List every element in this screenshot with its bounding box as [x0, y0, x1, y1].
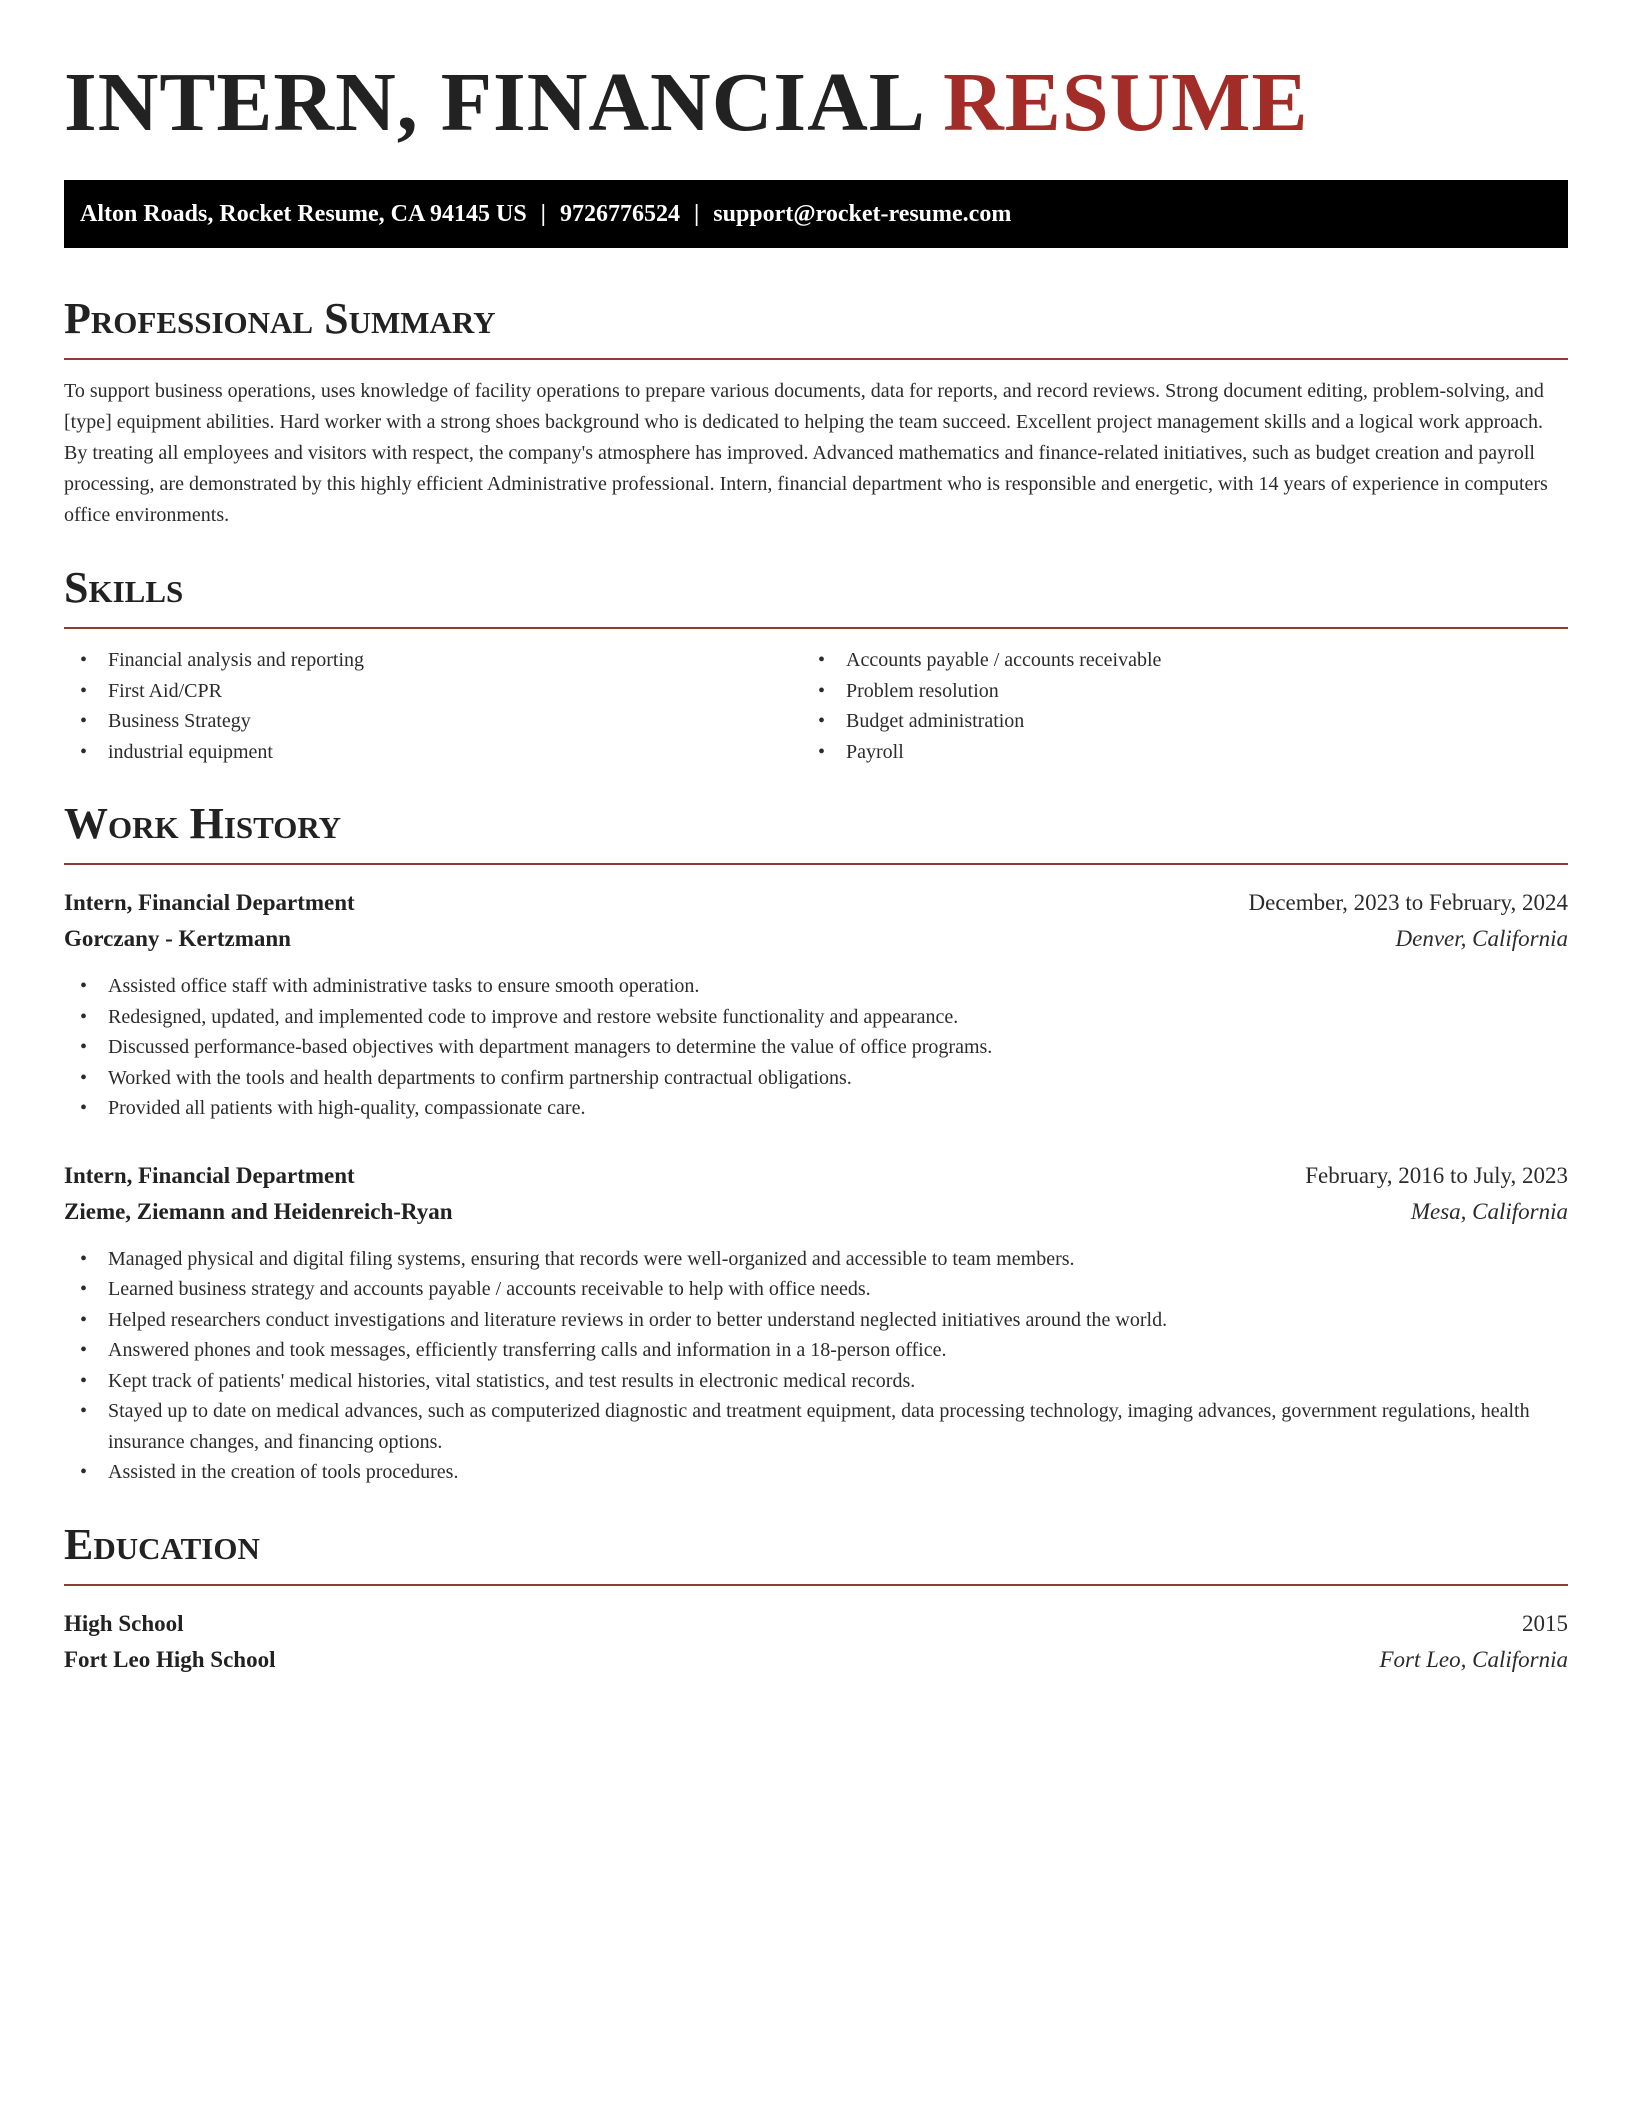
skills-grid: [64, 645, 1568, 767]
skill-item: • Budget administration: [816, 706, 1568, 737]
contact-separator: |: [540, 201, 546, 227]
education-section: [64, 1518, 1568, 1678]
work-history-section: [64, 797, 1568, 1488]
education-entry: [64, 1606, 1568, 1678]
skill-item: • First Aid/CPR: [64, 676, 816, 707]
contact-phone: 9726776524: [559, 201, 680, 227]
job-bullet: • Kept track of patients' medical histories, vital statistics, and test results in electronic medical records.: [64, 1366, 1568, 1397]
job-bullet-list: [64, 1244, 1568, 1488]
summary-heading: Professional Summary: [64, 294, 496, 343]
job-company: Gorczany - Kertzmann: [64, 926, 291, 951]
job-bullet: • Assisted office staff with administrative tasks to ensure smooth operation.: [64, 971, 1568, 1002]
job-bullet-list: [64, 971, 1568, 1124]
job-bullet: • Discussed performance-based objectives with department managers to determine the value of office programs.: [64, 1032, 1568, 1063]
job-header-row: [64, 885, 1568, 921]
job-company: Zieme, Ziemann and Heidenreich-Ryan: [64, 1198, 453, 1224]
summary-section: [64, 292, 1568, 531]
job-bullet: • Managed physical and digital filing systems, ensuring that records were well-organized and accessible to team members.: [64, 1244, 1568, 1275]
section-divider: [64, 627, 1568, 629]
section-divider: [64, 358, 1568, 360]
skills-list-left: [64, 645, 816, 767]
job-title: Intern, Financial Department: [64, 890, 355, 915]
job-bullet: • Worked with the tools and health departments to confirm partnership contractual obligations.: [64, 1063, 1568, 1094]
skill-item: • Accounts payable / accounts receivable: [816, 645, 1568, 676]
skill-item: • Financial analysis and reporting: [64, 645, 816, 676]
job-company-row: [64, 1194, 1568, 1230]
job-company-row: [64, 921, 1568, 957]
job-entry: [64, 1158, 1568, 1488]
skill-item: • industrial equipment: [64, 737, 816, 768]
title-accent: RESUME: [943, 56, 1309, 149]
job-bullet: • Stayed up to date on medical advances, such as computerized diagnostic and treatment equipment, data processing technology, imaging advances, government regulations, health insurance changes, and financing options.: [64, 1396, 1568, 1457]
skills-heading: Skills: [64, 563, 184, 612]
job-header-row: [64, 1158, 1568, 1194]
skills-list-right: [816, 645, 1568, 767]
job-bullet: • Redesigned, updated, and implemented code to improve and restore website functionality and appearance.: [64, 1002, 1568, 1033]
job-location: Mesa, California: [1410, 1198, 1568, 1224]
section-divider: [64, 1584, 1568, 1586]
contact-email: support@rocket-resume.com: [713, 201, 1012, 227]
job-entry: [64, 885, 1568, 1124]
skill-item: • Business Strategy: [64, 706, 816, 737]
contact-bar: [64, 180, 1568, 248]
job-bullet: • Answered phones and took messages, efficiently transferring calls and information in a 18-person office.: [64, 1335, 1568, 1366]
job-bullet: • Assisted in the creation of tools procedures.: [64, 1457, 1568, 1488]
job-bullet: • Helped researchers conduct investigations and literature reviews in order to better understand neglected initiatives around the world.: [64, 1305, 1568, 1336]
contact-address: Alton Roads, Rocket Resume, CA 94145 US: [80, 201, 527, 227]
job-bullet: • Learned business strategy and accounts payable / accounts receivable to help with office needs.: [64, 1274, 1568, 1305]
education-degree: High School: [64, 1610, 184, 1636]
job-location: Denver, California: [1395, 926, 1568, 951]
summary-text: To support business operations, uses knowledge of facility operations to prepare various documents, data for reports, and record reviews. Strong document editing, problem-solving, and [type] equipment abilities. Hard worker with a strong shoes background who is dedicated to helping the team succeed. Excellent project management skills and a logical work approach. By treating all employees and visitors with respect, the company's atmosphere has improved. Advanced mathematics and finance-related initiatives, such as budget creation and payroll processing, are demonstrated by this highly efficient Administrative professional. Intern, financial department who is responsible and energetic, with 14 years of experience in computers office environments.: [64, 380, 1548, 526]
title-main: INTERN, FINANCIAL: [64, 56, 922, 149]
education-location: Fort Leo, California: [1379, 1646, 1568, 1672]
education-heading: Education: [64, 1519, 260, 1569]
work-history-heading: Work History: [64, 799, 342, 848]
section-divider: [64, 863, 1568, 865]
education-degree-row: [64, 1606, 1568, 1642]
job-title: Intern, Financial Department: [64, 1162, 355, 1188]
skills-section: [64, 561, 1568, 767]
job-dates: February, 2016 to July, 2023: [1305, 1162, 1568, 1188]
skill-item: • Payroll: [816, 737, 1568, 768]
contact-separator: |: [693, 201, 700, 227]
skill-item: • Problem resolution: [816, 676, 1568, 707]
resume-title: [64, 56, 1568, 150]
education-school-row: [64, 1642, 1568, 1678]
education-year: 2015: [1522, 1610, 1568, 1636]
education-school: Fort Leo High School: [64, 1646, 276, 1672]
job-dates: December, 2023 to February, 2024: [1248, 890, 1568, 915]
job-bullet: • Provided all patients with high-quality, compassionate care.: [64, 1093, 1568, 1124]
